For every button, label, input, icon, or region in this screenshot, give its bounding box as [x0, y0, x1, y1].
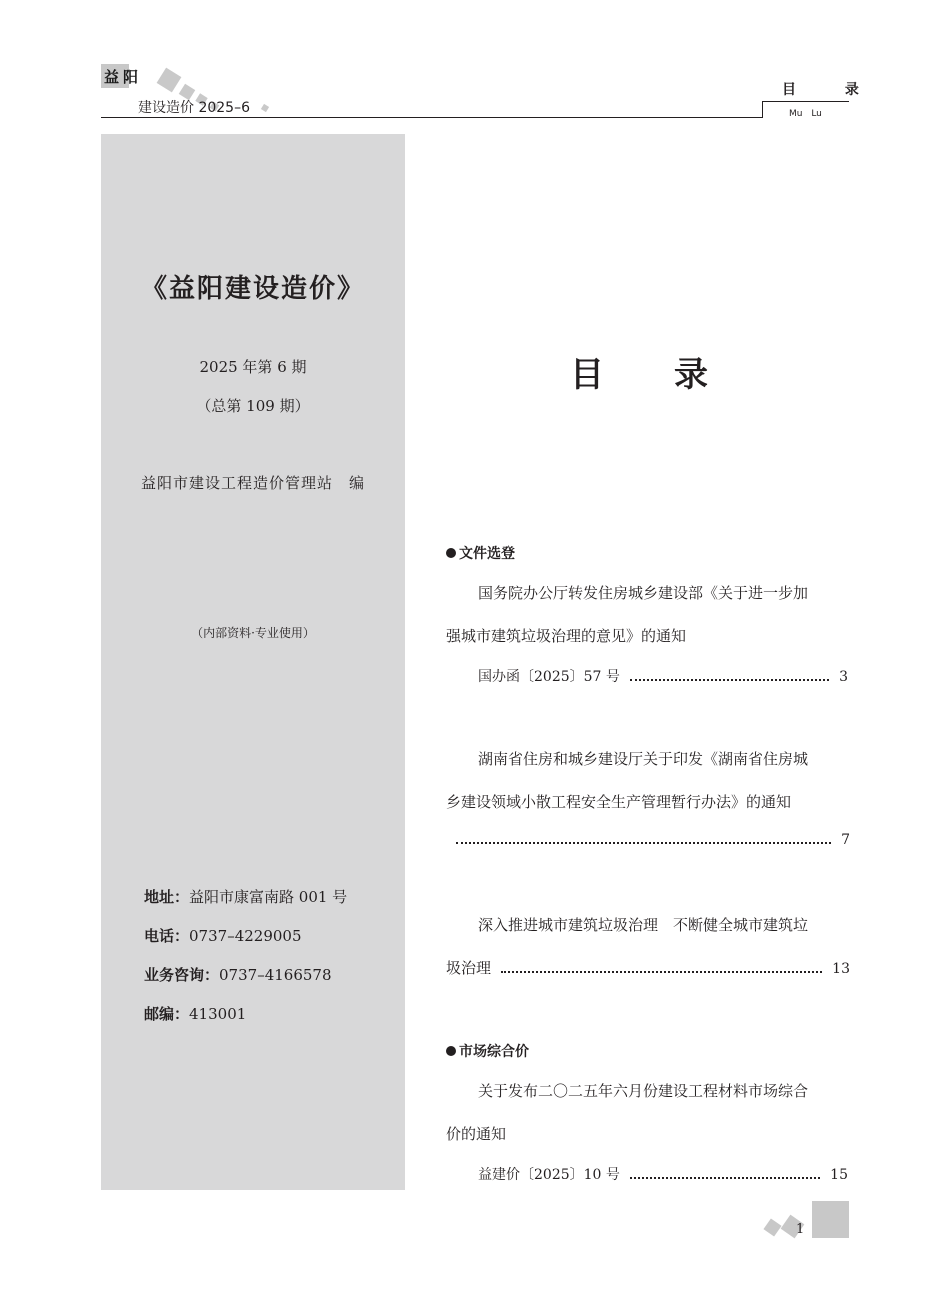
- toc-page-number: 15: [830, 1167, 848, 1183]
- internal-note: （内部资料·专业使用）: [191, 626, 315, 640]
- contact-phone: [144, 925, 302, 946]
- footer-page-block: [812, 1201, 849, 1238]
- toc-entry-leader[interactable]: [478, 1164, 848, 1184]
- toc-entry-line[interactable]: 深入推进城市建筑垃圾治理 不断健全城市建筑垃: [478, 916, 809, 934]
- header-brand: 益阳: [104, 68, 143, 86]
- toc-entry-line[interactable]: 强城市建筑垃圾治理的意见》的通知: [446, 627, 687, 645]
- toc-section-name: 文件选登: [459, 546, 515, 562]
- toc-entry-line[interactable]: 乡建设领域小散工程安全生产管理暂行办法》的通知: [446, 793, 792, 811]
- issue-number: 2025 年第 6 期: [199, 358, 307, 376]
- contact-value: 0737–4166578: [219, 966, 332, 984]
- dot-leader: [630, 1177, 820, 1179]
- bullet-icon: [446, 548, 456, 558]
- header-publication: 建设造价 2025–6: [138, 100, 250, 116]
- header-section-title: 目 录: [782, 82, 881, 98]
- toc-entry-line[interactable]: 湖南省住房和城乡建设厅关于印发《湖南省住房城: [478, 750, 809, 768]
- footer-decoration: [763, 1218, 781, 1236]
- contact-label: 邮编：: [144, 1005, 190, 1023]
- page-number: 1: [796, 1222, 805, 1237]
- toc-entry-line[interactable]: 价的通知: [446, 1125, 507, 1143]
- toc-entry-leader[interactable]: [478, 666, 848, 686]
- header-rule-right: [762, 101, 849, 102]
- journal-title: 《益阳建设造价》: [140, 274, 365, 304]
- toc-heading-right: 录: [674, 355, 708, 395]
- contact-consulting: [144, 964, 332, 985]
- header-section-pinyin: Mu Lu: [789, 109, 822, 119]
- toc-doc-number: 益建价〔2025〕10 号: [478, 1167, 620, 1183]
- toc-entry-line[interactable]: 关于发布二〇二五年六月份建设工程材料市场综合: [478, 1082, 809, 1100]
- header-rule: [101, 117, 763, 118]
- toc-doc-number: 国办函〔2025〕57 号: [478, 669, 620, 685]
- toc-page-number: 13: [832, 961, 850, 977]
- contact-label: 业务咨询：: [144, 966, 220, 984]
- toc-page-number: 7: [841, 832, 850, 848]
- dot-leader: [501, 971, 822, 973]
- total-issue-number: （总第 109 期）: [196, 397, 310, 415]
- toc-heading: [570, 347, 708, 396]
- header-decoration: [261, 104, 269, 112]
- contact-label: 电话：: [144, 927, 190, 945]
- toc-entry-line: 圾治理: [446, 959, 492, 977]
- contact-value: 0737–4229005: [189, 927, 302, 945]
- toc-section-header: [446, 1041, 529, 1061]
- toc-section-header: [446, 543, 515, 563]
- header-decoration: [157, 68, 182, 93]
- contact-value: 益阳市康富南路 001 号: [189, 888, 348, 906]
- dot-leader: [630, 679, 829, 681]
- toc-entry-line[interactable]: 国务院办公厅转发住房城乡建设部《关于进一步加: [478, 584, 809, 602]
- toc-heading-left: 目: [570, 355, 604, 395]
- header-rule-step: [762, 101, 763, 118]
- toc-entry-leader[interactable]: [446, 832, 850, 849]
- contact-address: [144, 886, 347, 907]
- toc-entry-leader[interactable]: [446, 957, 850, 978]
- contact-value: 413001: [189, 1005, 247, 1023]
- bullet-icon: [446, 1046, 456, 1056]
- contact-label: 地址：: [144, 888, 190, 906]
- editor-line: 益阳市建设工程造价管理站 编: [140, 474, 365, 492]
- toc-page-number: 3: [839, 669, 848, 685]
- toc-section-name: 市场综合价: [459, 1044, 529, 1060]
- dot-leader: [456, 842, 831, 844]
- contact-postcode: [144, 1003, 246, 1024]
